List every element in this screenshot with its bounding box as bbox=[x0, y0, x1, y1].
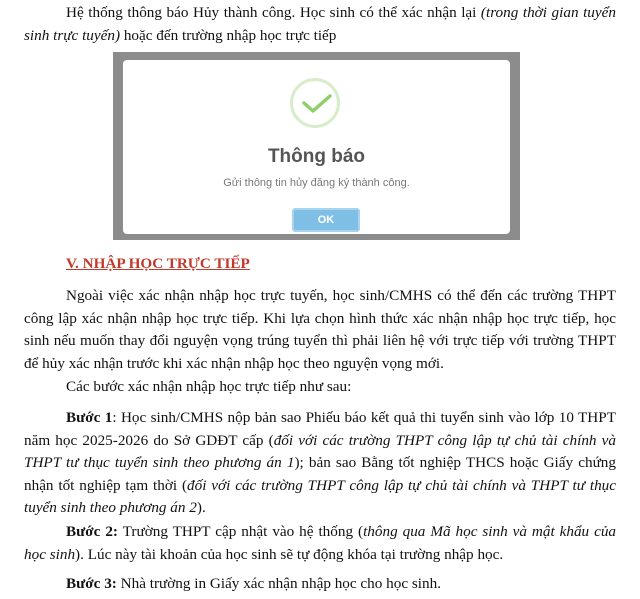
step-1-text-a: : Học sinh/CMHS nộp bản sao Phiếu báo kết quả thi tuyển sinh vào lớp 10 THPT năm học 2025-2026 do Sở GDĐT cấp ( bbox=[24, 409, 616, 449]
step-2-label: Bước 2: bbox=[66, 523, 118, 540]
step-2-italic: thông qua Mã học sinh và mật khẩu của học sinh bbox=[24, 523, 617, 563]
step-3-text: Nhà trường in Giấy xác nhận nhập học cho học sinh. bbox=[116, 575, 441, 592]
dialog-title: Thông báo bbox=[267, 146, 366, 167]
step-2-paragraph bbox=[24, 521, 616, 566]
intro-text: Hệ thống thông báo Hủy thành công. Học sinh có thể xác nhận lại bbox=[66, 4, 481, 21]
paragraph-2: Các bước xác nhận nhập học trực tiếp như sau: bbox=[66, 378, 352, 395]
paragraph-1: Ngoài việc xác nhận nhập học trực tuyến, học sinh/CMHS có thể đến các trường THPT công lập xác nhận nhập học trực tiếp. Khi lựa chọn hình thức xác nhận nhập học trực tiếp, học sinh nếu muốn thay đổi nguyện vọng trúng tuyển thì phải liên hệ với trực tiếp với trường THPT để hủy xác nhận trước khi xác nhận nhập học theo nguyện vọng mới. bbox=[24, 287, 616, 372]
intro-end-text: hoặc đến trường nhập học trực tiếp bbox=[120, 26, 337, 44]
dialog-screenshot bbox=[113, 52, 520, 240]
step-1-text-c: ). bbox=[196, 499, 206, 516]
section-heading: V. NHẬP HỌC TRỰC TIẾP bbox=[66, 255, 250, 272]
step-1-paragraph bbox=[24, 407, 616, 520]
step-1-italic-b: đối với các trường THPT công lập tự chủ tài chính và THPT tư thục tuyển sinh theo phương án 2 bbox=[24, 476, 616, 516]
step-1-text-b: ); bản sao Bằng tốt nghiệp THCS hoặc Giấy chứng nhận tốt nghiệp tạm thời ( bbox=[24, 454, 616, 494]
intro-paragraph bbox=[24, 2, 616, 47]
check-icon bbox=[302, 94, 332, 114]
step-3-label: Bước 3: bbox=[66, 575, 117, 592]
step-2-text-a: Trường THPT cập nhật vào hệ thống ( bbox=[118, 523, 364, 540]
success-icon-ring bbox=[290, 78, 340, 128]
step-1-italic-a: đối với các trường THPT công lập tự chủ tài chính và THPT tư thục tuyển sinh theo phương án 1 bbox=[24, 431, 616, 471]
step-1-label: Bước 1 bbox=[66, 409, 113, 426]
ok-button-label: OK bbox=[317, 214, 335, 226]
dialog-message: Gửi thông tin hủy đăng ký thành công. bbox=[223, 177, 410, 189]
step-2-text-b: ). Lúc này tài khoản của học sinh sẽ tự động khóa tại trường nhập học. bbox=[75, 545, 504, 563]
step-3-paragraph bbox=[24, 573, 616, 596]
intro-italic-text: (trong thời gian tuyển sinh trực tuyến) bbox=[24, 4, 616, 44]
ok-button[interactable] bbox=[292, 208, 360, 232]
notification-dialog bbox=[123, 60, 510, 234]
